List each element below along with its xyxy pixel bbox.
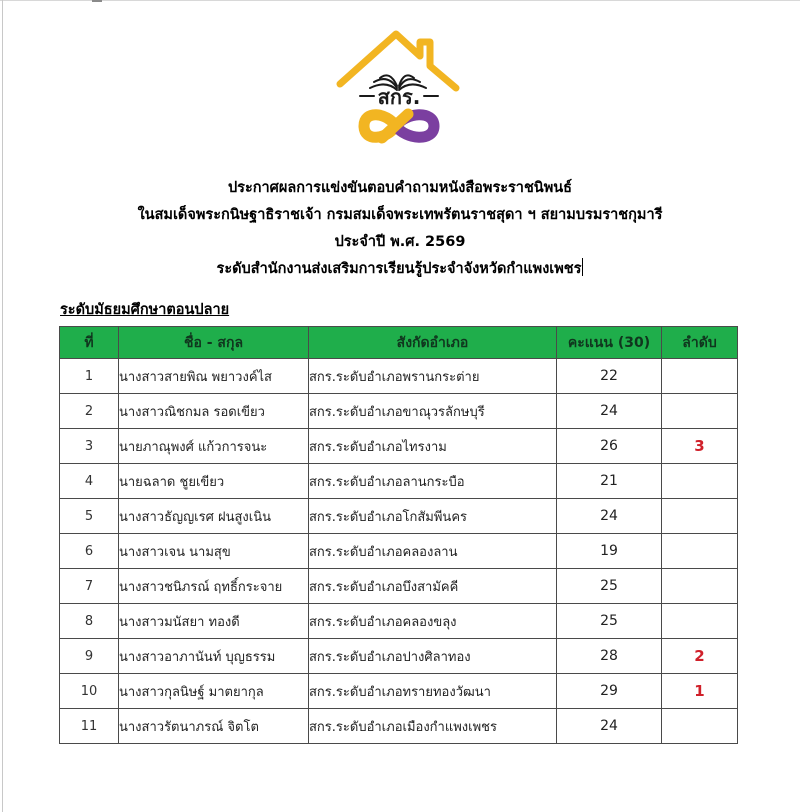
cell-score: 25 xyxy=(557,569,662,604)
cell-name: นางสาวเจน นามสุข xyxy=(119,534,309,569)
cell-no: 1 xyxy=(60,359,119,394)
cell-rank: 1 xyxy=(662,674,738,709)
cell-name: นางสาวชนิภรณ์ ฤทธิ์กระจาย xyxy=(119,569,309,604)
header-rank: ลำดับ xyxy=(662,327,738,359)
header-name: ชื่อ - สกุล xyxy=(119,327,309,359)
results-table xyxy=(59,326,738,744)
cell-org: สกร.ระดับอำเภอเมืองกำแพงเพชร xyxy=(309,709,557,744)
table-row xyxy=(60,569,738,604)
cell-name: นางสาวมนัสยา ทองดี xyxy=(119,604,309,639)
cell-org: สกร.ระดับอำเภอคลองขลุง xyxy=(309,604,557,639)
cell-org: สกร.ระดับอำเภอขาณุวรลักษบุรี xyxy=(309,394,557,429)
cell-org: สกร.ระดับอำเภอไทรงาม xyxy=(309,429,557,464)
title-line-3: ประจำปี พ.ศ. 2569 xyxy=(334,234,466,250)
cell-no: 8 xyxy=(60,604,119,639)
table-row xyxy=(60,429,738,464)
header-no: ที่ xyxy=(60,327,119,359)
table-row xyxy=(60,464,738,499)
cell-no: 11 xyxy=(60,709,119,744)
cell-org: สกร.ระดับอำเภอปางศิลาทอง xyxy=(309,639,557,674)
cell-rank xyxy=(662,569,738,604)
cell-name: นายภาณุพงศ์ แก้วการจนะ xyxy=(119,429,309,464)
cell-no: 6 xyxy=(60,534,119,569)
cell-no: 3 xyxy=(60,429,119,464)
house-book-infinity-logo-icon xyxy=(334,26,464,151)
cell-org: สกร.ระดับอำเภอคลองลาน xyxy=(309,534,557,569)
cell-score: 22 xyxy=(557,359,662,394)
cell-rank xyxy=(662,604,738,639)
header-org: สังกัดอำเภอ xyxy=(309,327,557,359)
table-row xyxy=(60,359,738,394)
cell-score: 26 xyxy=(557,429,662,464)
cell-org: สกร.ระดับอำเภอบึงสามัคคี xyxy=(309,569,557,604)
table-row xyxy=(60,394,738,429)
cell-name: นางสาวกุลนิษฐ์ มาตยากุล xyxy=(119,674,309,709)
page-left-edge xyxy=(2,0,3,812)
cell-rank xyxy=(662,464,738,499)
cell-score: 21 xyxy=(557,464,662,499)
cell-name: นางสาวณิชกมล รอดเขียว xyxy=(119,394,309,429)
cell-name: นางสาวสายพิณ พยาวงค์ไส xyxy=(119,359,309,394)
cell-rank xyxy=(662,499,738,534)
table-row xyxy=(60,534,738,569)
cell-score: 24 xyxy=(557,394,662,429)
section-heading: ระดับมัธยมศึกษาตอนปลาย xyxy=(60,302,230,318)
cell-name: นางสาวรัตนาภรณ์ จิตโต xyxy=(119,709,309,744)
cell-name: นางสาวอาภานันท์ บุญธรรม xyxy=(119,639,309,674)
cell-no: 2 xyxy=(60,394,119,429)
skr-logo xyxy=(334,26,464,151)
cell-score: 24 xyxy=(557,499,662,534)
cell-name: นายฉลาด ชูยเขียว xyxy=(119,464,309,499)
cell-no: 7 xyxy=(60,569,119,604)
table-row xyxy=(60,604,738,639)
announcement-title xyxy=(0,175,800,283)
title-line-2: ในสมเด็จพระกนิษฐาธิราชเจ้า กรมสมเด็จพระเทพรัตนราชสุดา ฯ สยามบรมราชกุมารี xyxy=(137,207,663,223)
cell-org: สกร.ระดับอำเภอทรายทองวัฒนา xyxy=(309,674,557,709)
cell-rank: 2 xyxy=(662,639,738,674)
table-header-row xyxy=(60,327,738,359)
cell-no: 9 xyxy=(60,639,119,674)
cell-no: 4 xyxy=(60,464,119,499)
cell-org: สกร.ระดับอำเภอโกสัมพีนคร xyxy=(309,499,557,534)
cell-no: 5 xyxy=(60,499,119,534)
logo-text: สกร. xyxy=(377,85,421,109)
cell-rank xyxy=(662,709,738,744)
cell-rank xyxy=(662,359,738,394)
page-top-edge xyxy=(0,0,800,1)
title-line-4-wrap xyxy=(0,256,800,283)
cell-score: 25 xyxy=(557,604,662,639)
cell-score: 28 xyxy=(557,639,662,674)
cell-name: นางสาวธัญญเรศ ฝนสูงเนิน xyxy=(119,499,309,534)
header-score: คะแนน (30) xyxy=(557,327,662,359)
table-row xyxy=(60,709,738,744)
table-row xyxy=(60,639,738,674)
cell-no: 10 xyxy=(60,674,119,709)
cell-score: 24 xyxy=(557,709,662,744)
cell-rank xyxy=(662,394,738,429)
cell-rank xyxy=(662,534,738,569)
table-row xyxy=(60,499,738,534)
cell-org: สกร.ระดับอำเภอพรานกระต่าย xyxy=(309,359,557,394)
table-row xyxy=(60,674,738,709)
cell-score: 19 xyxy=(557,534,662,569)
cell-rank: 3 xyxy=(662,429,738,464)
title-line-1: ประกาศผลการแข่งขันตอบคำถามหนังสือพระราชนิพนธ์ xyxy=(227,180,573,196)
ruler-mark xyxy=(92,0,102,2)
text-cursor xyxy=(582,258,583,276)
title-line-4: ระดับสำนักงานส่งเสริมการเรียนรู้ประจำจังหวัดกำแพงเพชร xyxy=(216,261,582,277)
cell-score: 29 xyxy=(557,674,662,709)
cell-org: สกร.ระดับอำเภอลานกระบือ xyxy=(309,464,557,499)
